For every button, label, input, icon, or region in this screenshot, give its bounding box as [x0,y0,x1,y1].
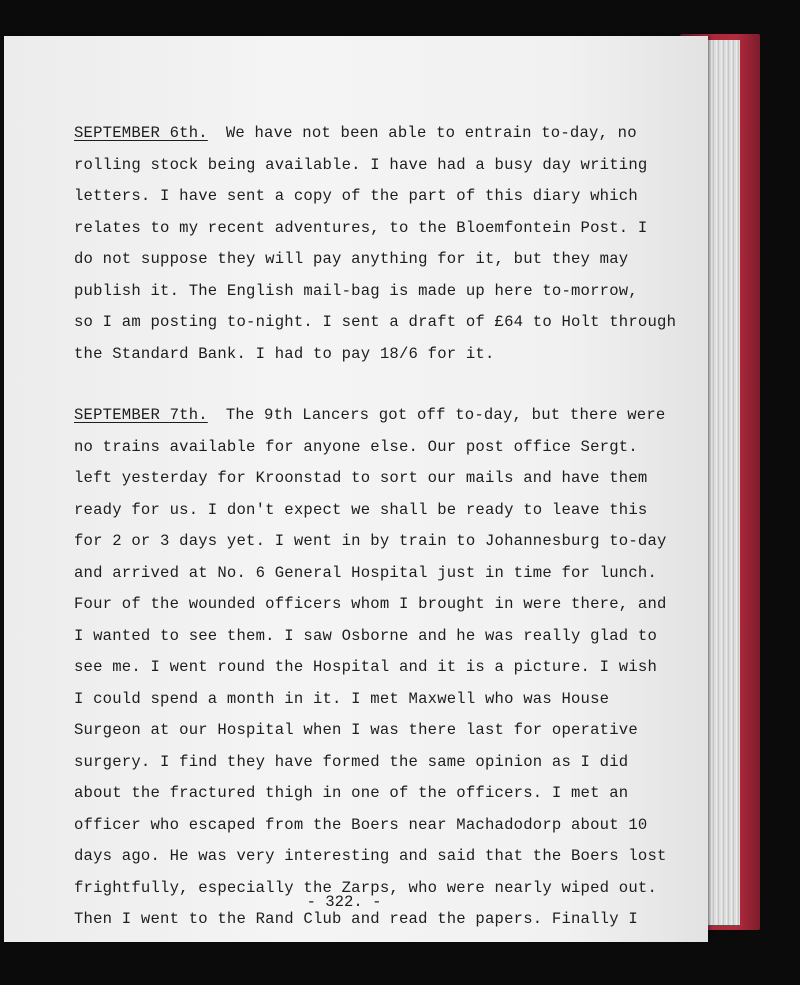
diary-text [74,118,694,936]
entry-line: surgery. I find they have formed the same opinion as I did [74,752,629,771]
entry-line: I could spend a month in it. I met Maxwell who was House [74,689,610,708]
entry-line: publish it. The English mail-bag is made up here to-morrow, [74,281,638,300]
entry-line: so I am posting to-night. I sent a draft of £64 to Holt through [74,313,677,331]
entry-september-6 [74,118,694,370]
entry-line: Surgeon at our Hospital when I was there last for operative [74,721,638,739]
entry-line: days ago. He was very interesting and said that the Boers lost [74,847,667,865]
entry-line: letters. I have sent a copy of the part of this diary which [74,187,638,205]
entry-line: no trains available for anyone else. Our post office Sergt. [74,437,638,456]
entry-line: rolling stock being available. I have had a busy day writing [74,155,648,174]
entry-line: and arrived at No. 6 General Hospital just in time for lunch. [74,563,658,582]
entry-line: ready for us. I don't expect we shall be ready to leave this [74,500,648,519]
page-number: - 322. - [306,893,382,911]
entry-line: frightfully, especially the Zarps, who were nearly wiped out. [74,878,658,897]
entry-heading: SEPTEMBER 6th. [74,124,208,142]
entry-line: the Standard Bank. I had to pay 18/6 for it. [74,344,495,363]
entry-line: SEPTEMBER 7th. The 9th Lancers got off to-day, but there were [74,406,666,424]
entry-line: relates to my recent adventures, to the Bloemfontein Post. I [74,218,648,237]
entry-line: Then I went to the Rand Club and read the papers. Finally I [74,910,638,928]
entry-heading: SEPTEMBER 7th. [74,406,208,424]
diary-page [4,36,708,942]
entry-line: left yesterday for Kroonstad to sort our mails and have them [74,469,648,487]
entry-line: I wanted to see them. I saw Osborne and he was really glad to [74,626,658,645]
entry-line: officer who escaped from the Boers near Machadodorp about 10 [74,815,648,834]
entry-line: SEPTEMBER 6th. We have not been able to entrain to-day, no [74,124,637,142]
entry-september-7 [74,400,694,936]
entry-line: about the fractured thigh in one of the officers. I met an [74,784,629,802]
entry-line: see me. I went round the Hospital and it is a picture. I wish [74,658,658,676]
entry-line: for 2 or 3 days yet. I went in by train to Johannesburg to-day [74,532,667,550]
entry-line: Four of the wounded officers whom I brought in were there, and [74,595,667,613]
entry-line: do not suppose they will pay anything for it, but they may [74,250,629,268]
